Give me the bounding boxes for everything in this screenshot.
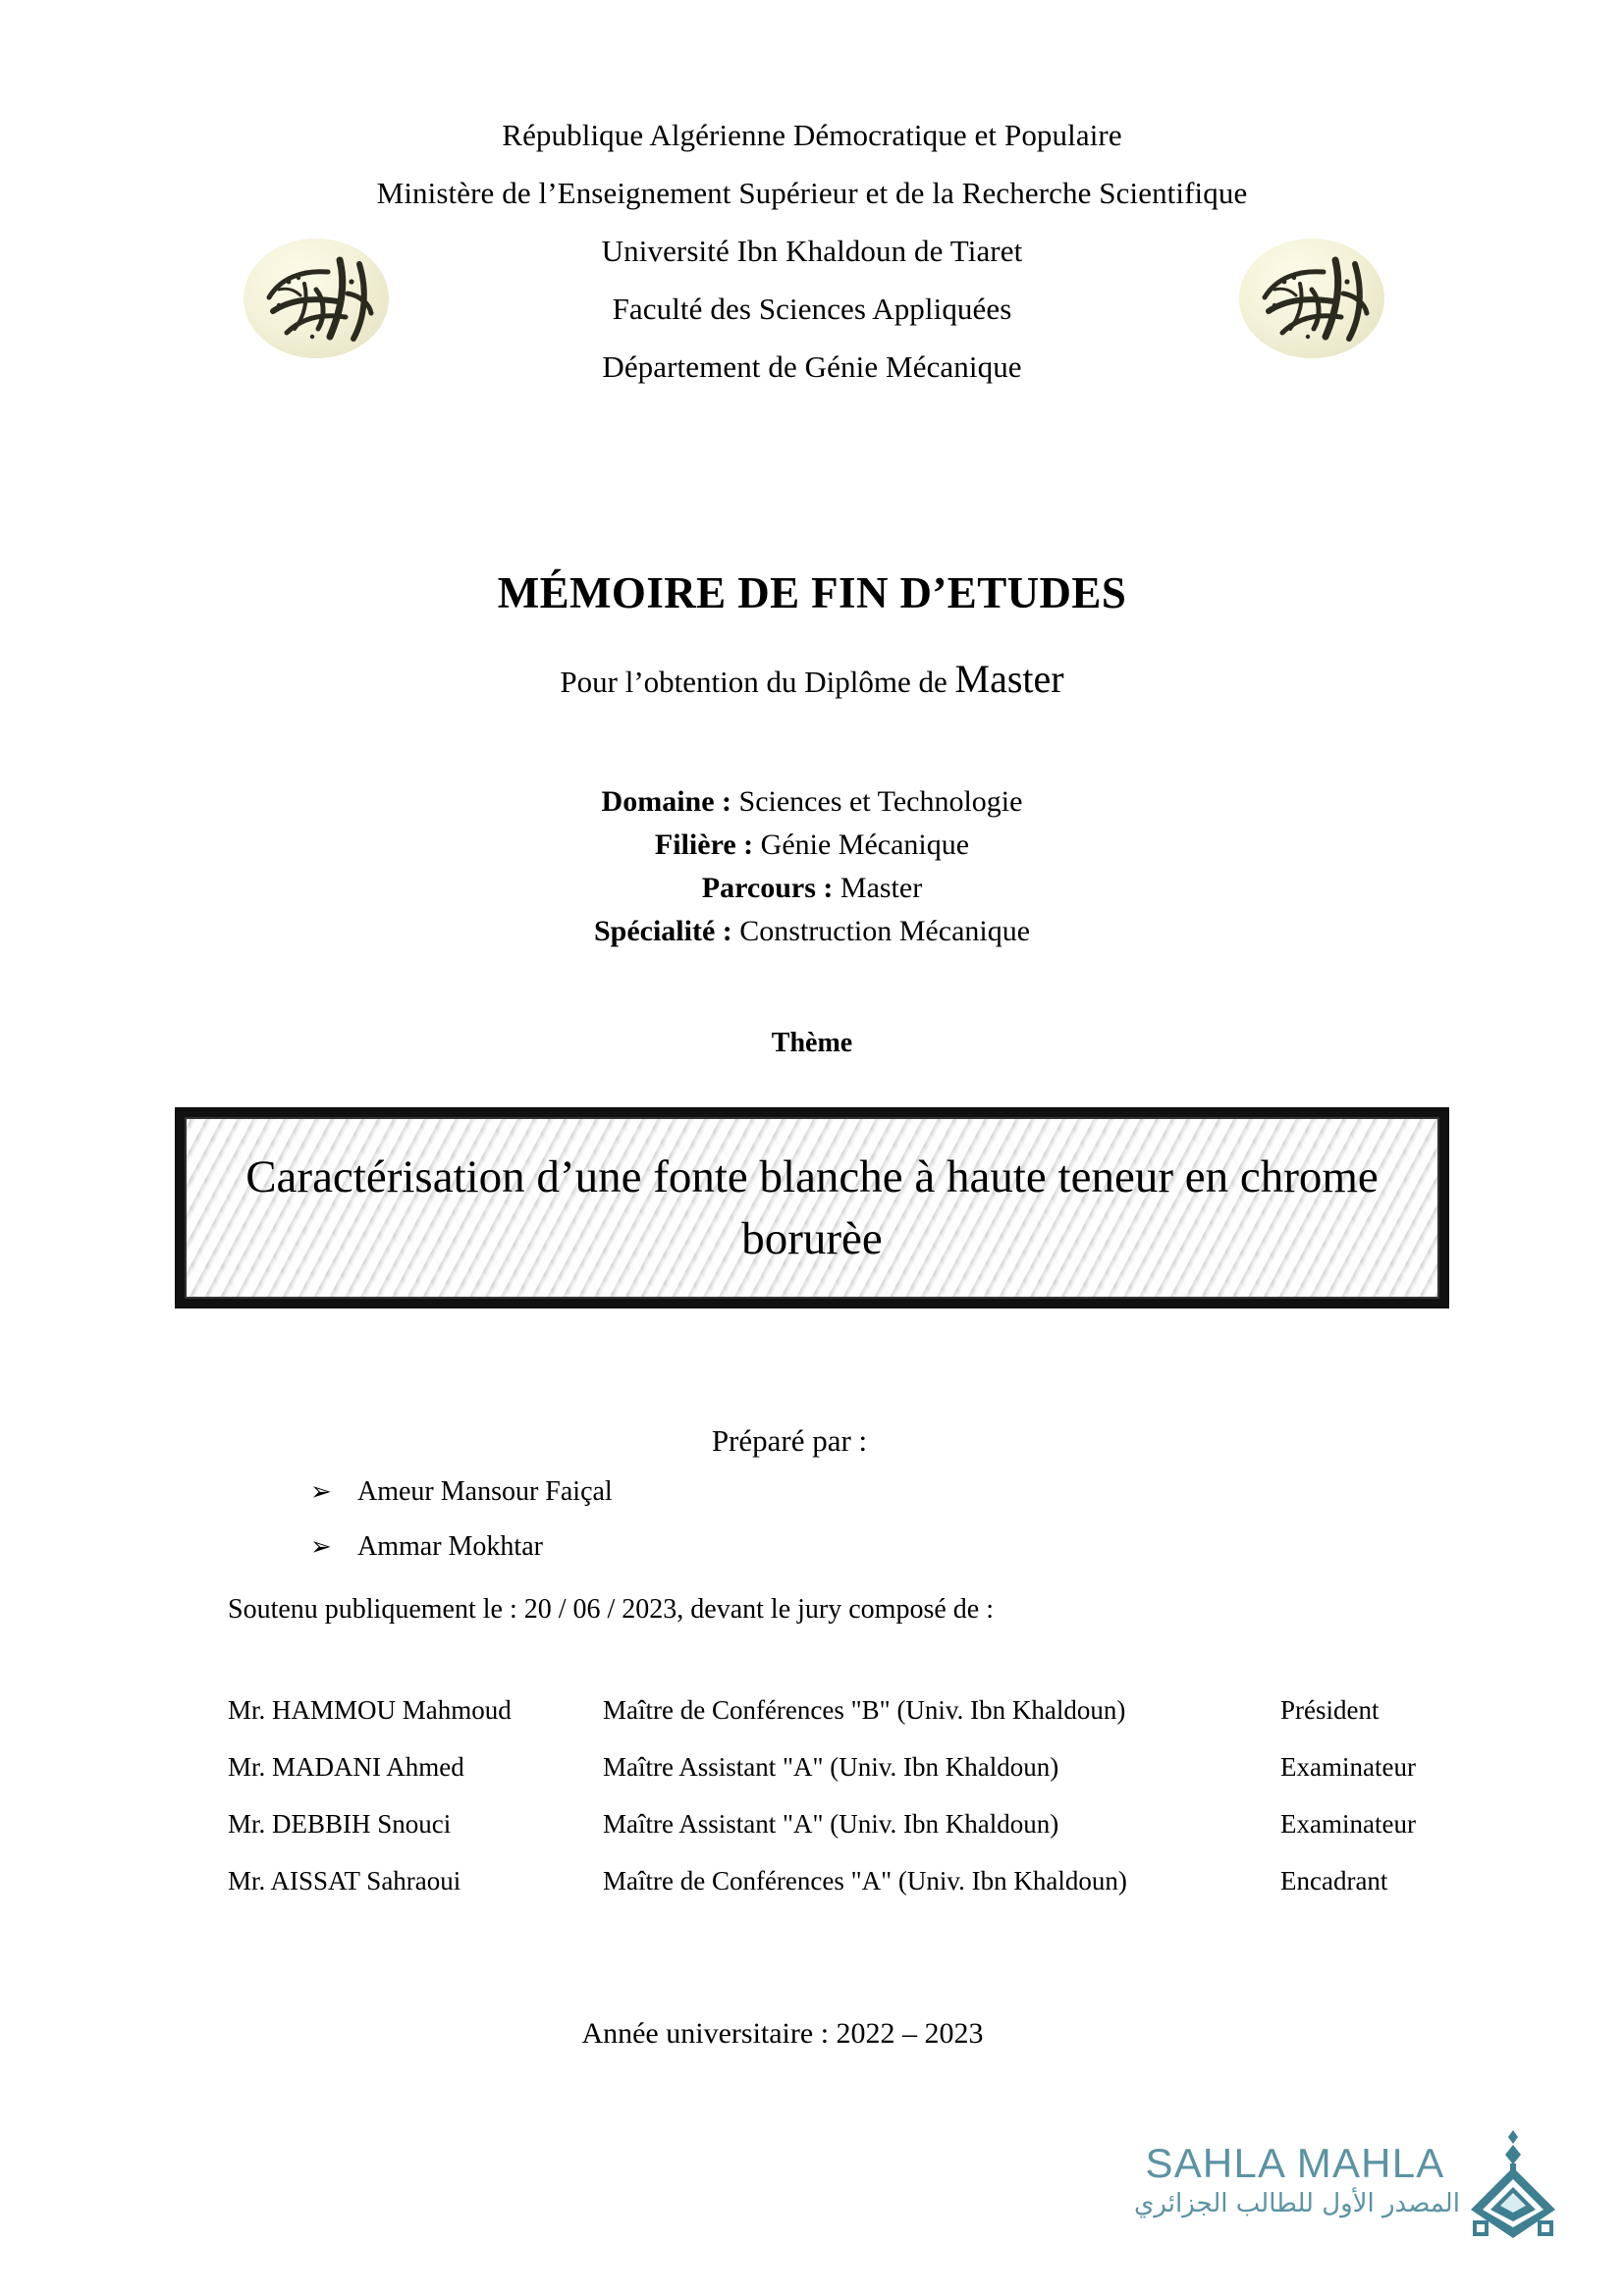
specialization-block xyxy=(0,780,1624,953)
spec-label-domaine: Domaine : xyxy=(601,785,739,818)
sahla-mahla-tagline: المصدر الأول للطالب الجزائري xyxy=(1134,2189,1460,2218)
spec-label-parcours: Parcours : xyxy=(701,872,840,904)
jury-member-grade: Maître Assistant "A" (Univ. Ibn Khaldoun) xyxy=(603,1751,1059,1782)
jury-member-role: Président xyxy=(1280,1694,1380,1725)
spec-label-specialite: Spécialité : xyxy=(593,915,740,947)
spec-value-domaine: Sciences et Technologie xyxy=(738,785,1023,818)
sahla-mahla-brand: SAHLA MAHLA xyxy=(1145,2140,1445,2186)
jury-member-name: Mr. DEBBIH Snouci xyxy=(228,1808,452,1839)
spec-label-filiere: Filière : xyxy=(654,828,761,861)
header-line-faculty: Faculté des Sciences Appliquées xyxy=(612,292,1012,326)
list-item xyxy=(310,1520,1096,1575)
bullet-arrow-icon: ➢ xyxy=(310,1532,332,1561)
university-seal-right-icon xyxy=(1239,239,1384,358)
university-seal-left-icon xyxy=(244,239,389,358)
authors-list xyxy=(310,1465,1096,1575)
jury-member-name: Mr. AISSAT Sahraoui xyxy=(228,1865,461,1896)
jury-member-role: Examinateur xyxy=(1280,1808,1416,1839)
theme-label: Thème xyxy=(771,1028,853,1058)
bullet-arrow-icon: ➢ xyxy=(310,1477,332,1506)
sahla-mahla-logo-icon xyxy=(1465,2128,1561,2238)
jury-member-name: Mr. HAMMOU Mahmoud xyxy=(228,1694,512,1725)
diploma-degree: Master xyxy=(954,657,1064,701)
defense-statement: Soutenu publiquement le : 20 / 06 / 2023, devant le jury composé de : xyxy=(228,1594,994,1625)
table-row xyxy=(228,1852,1445,1909)
header-line-ministry: Ministère de l’Enseignement Supérieur et de la Recherche Scientifique xyxy=(376,176,1248,210)
table-row xyxy=(228,1795,1445,1852)
spec-value-specialite: Construction Mécanique xyxy=(739,915,1031,947)
theme-title-box xyxy=(175,1107,1449,1308)
table-row xyxy=(228,1738,1445,1795)
spec-value-filiere: Génie Mécanique xyxy=(760,828,970,861)
sahla-mahla-watermark xyxy=(1119,2128,1561,2256)
page-title: MÉMOIRE DE FIN D’ETUDES xyxy=(497,568,1127,617)
jury-table xyxy=(228,1682,1445,1909)
author-name: Ammar Mokhtar xyxy=(357,1531,543,1562)
header-line-university: Université Ibn Khaldoun de Tiaret xyxy=(601,234,1023,268)
jury-member-role: Encadrant xyxy=(1280,1865,1388,1896)
prepared-by-label: Préparé par : xyxy=(711,1423,868,1458)
list-item xyxy=(310,1465,1096,1520)
thesis-title: Caractérisation d’une fonte blanche à haute teneur en chrome borurèe xyxy=(245,1150,1379,1264)
jury-member-grade: Maître Assistant "A" (Univ. Ibn Khaldoun) xyxy=(603,1808,1059,1839)
spec-value-parcours: Master xyxy=(839,872,923,904)
header-line-republic: République Algérienne Démocratique et Populaire xyxy=(502,118,1122,152)
spec-row-domaine xyxy=(0,780,1624,824)
author-name: Ameur Mansour Faiçal xyxy=(357,1476,613,1507)
spec-row-parcours xyxy=(0,867,1624,910)
diploma-line xyxy=(0,656,1624,702)
jury-member-role: Examinateur xyxy=(1280,1751,1416,1782)
table-row xyxy=(228,1682,1445,1738)
jury-member-name: Mr. MADANI Ahmed xyxy=(228,1751,464,1782)
header-line-department: Département de Génie Mécanique xyxy=(602,349,1022,384)
theme-title-box-inner xyxy=(185,1117,1439,1299)
jury-member-grade: Maître de Conférences "A" (Univ. Ibn Khaldoun) xyxy=(603,1865,1127,1896)
academic-year: Année universitaire : 2022 – 2023 xyxy=(581,2017,984,2050)
spec-row-filiere xyxy=(0,824,1624,867)
jury-member-grade: Maître de Conférences "B" (Univ. Ibn Khaldoun) xyxy=(603,1694,1126,1725)
institution-header xyxy=(0,106,1624,396)
diploma-prefix: Pour l’obtention du Diplôme de xyxy=(560,665,955,699)
spec-row-specialite xyxy=(0,910,1624,953)
